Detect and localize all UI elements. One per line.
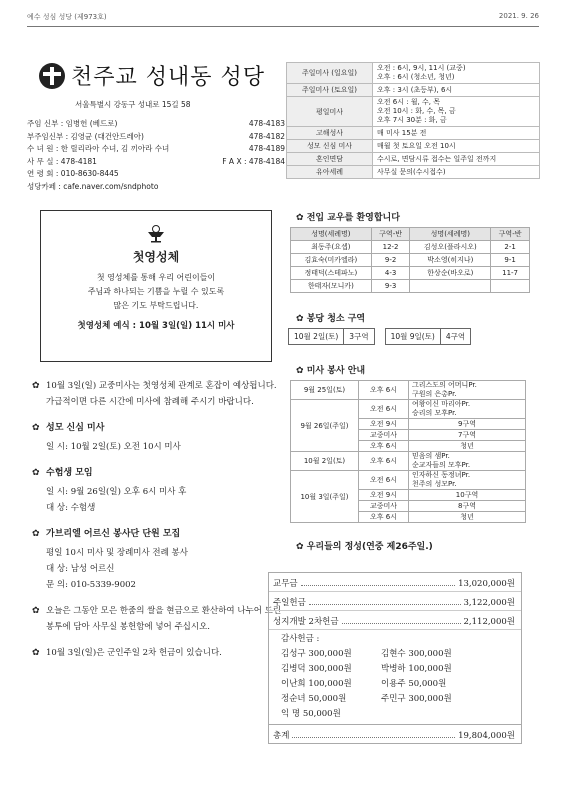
donation-row [281,662,515,677]
donations [269,630,521,724]
flower-bullet-icon: ✿ [32,381,40,391]
total-label: 총계 [273,731,290,741]
schedule-row [287,63,540,84]
service-date: 10월 3일(주일) [291,471,359,523]
flower-bullet-icon: ✿ [32,423,40,433]
total-amount: 19,804,000원 [458,731,515,741]
ledger-line [269,611,521,630]
table-header-row [291,228,530,241]
staff-name: 주임 신부 : 임병헌 (베드로) [27,119,118,128]
table-row [291,254,530,267]
service-time: 오전 9시 [359,419,409,430]
staff-name: 부주임신부 : 김영균 (대건안드레아) [27,131,144,141]
mass-schedule-table [286,62,540,179]
donation-row [281,677,515,692]
staff-row [27,131,285,144]
schedule-value: 사무실 문의(수시접수) [373,166,540,179]
service-assignee: 인자하신 동정녀Pr. 천주의 성모Pr. [409,471,526,490]
service-time: 오전 6시 [359,471,409,490]
ledger-amount: 2,112,000원 [463,617,515,627]
service-assignee: 8구역 [409,501,526,512]
ledger-label: 교무금 [273,579,298,589]
staff-row [27,181,285,194]
donor-entry: 주민구 300,000원 [381,694,452,704]
service-assignee: 9구역 [409,419,526,430]
staff-list [27,118,285,193]
flower-bullet-icon: ✿ [32,606,40,616]
service-date: 10월 2일(토) [291,452,359,471]
staff-row [27,118,285,131]
schedule-value: 매 미사 15분 전 [373,127,540,140]
ledger-total [269,724,521,743]
schedule-label: 주일미사 (토요일) [287,84,373,97]
table-cell: 9-2 [371,254,410,267]
notice-item: ✿ 10월 3일(일)은 군인주일 2차 헌금이 있습니다. [46,645,286,661]
donor-entry: 이난희 100,000원 [281,679,352,689]
notices-column [32,378,286,671]
section-title: ✿ 봉당 청소 구역 [296,314,366,324]
table-cell [410,280,491,293]
table-cell: 한상순(바오로) [410,267,491,280]
donor-entry: 김현수 300,000원 [381,649,452,659]
donor-entry: 이용주 50,000원 [381,679,447,689]
staff-name: 사 무 실 : 478-4181 [27,156,97,166]
service-time: 오후 6시 [359,452,409,471]
service-time: 교중미사 [359,430,409,441]
notice-detail: 일 시: 9월 26일(일) 오후 6시 미사 후 [46,487,187,497]
table-cell: 11-7 [491,267,530,280]
box-line: 많은 기도 부탁드립니다. [113,301,199,310]
schedule-row [287,140,540,153]
donor-entry: 박병하 100,000원 [381,664,452,674]
staff-phone: 478-4182 [248,131,285,141]
notice-detail: 문 의: 010-5339-9002 [46,580,136,590]
table-cell [491,280,530,293]
schedule-value: 오후 : 3시 (초등부), 6시 [373,84,540,97]
table-cell: 최동주(요셉) [291,241,372,254]
section-title: ✿ 미사 봉사 안내 [296,366,366,376]
schedule-row [287,153,540,166]
ledger-line [269,573,521,592]
right-column [286,210,540,556]
mass-service-table [290,380,526,523]
service-row [291,452,526,471]
zone-cell: 10월 9일(토) [385,329,440,345]
staff-name: 연 령 회 : 010-8630-8445 [27,169,119,178]
service-assignee: 여왕이신 마리아Pr. 승리의 모후Pr. [409,400,526,419]
schedule-value: 오전 6시 : 월, 수, 목 오전 10시 : 화, 수, 목, 금 오후 7시 30분 : 화, 금 [373,97,540,127]
schedule-label: 고해성사 [287,127,373,140]
flower-bullet-icon: ✿ [296,542,307,552]
table-row [291,280,530,293]
donation-row [281,692,515,707]
donor-entry: 김성구 300,000원 [281,649,352,659]
service-date: 9월 25일(토) [291,381,359,400]
donor-entry: 김병덕 300,000원 [281,664,352,674]
section-title: ✿ 가브리엘 어르신 봉사단 단원 모집 [32,529,181,539]
table-cell: 12-2 [371,241,410,254]
section-title: ✿ 우리들의 정성(연중 제26주일.) [296,542,433,552]
first-communion-box [40,210,272,362]
notice-detail: 평일 10시 미사 및 장례미사 전례 봉사 [46,548,188,558]
table-cell: 김성오(플라시오) [410,241,491,254]
notice-item: ✿ 오늘은 그동안 모은 한줌의 쌀을 현금으로 환산하여 나누어 드린 봉투에 담아 사무실 봉헌함에 넣어 주십시오. [46,603,286,635]
table-cell: 2-1 [491,241,530,254]
parish-address: 서울특별시 강동구 성내로 15길 58 [75,100,191,109]
donation-row [281,647,515,662]
column-header: 성명(세례명) [410,228,491,241]
ledger-line [269,592,521,611]
zone-cell: 3구역 [344,329,374,345]
service-time: 오전 9시 [359,490,409,501]
service-time: 오후 6시 [359,441,409,452]
table-cell: 9-1 [491,254,530,267]
flower-bullet-icon: ✿ [32,468,40,478]
notice-item: ✿ 10월 3일(일) 교중미사는 첫영성체 관계로 혼잡이 예상됩니다. 가급적이면 다른 시간에 미사에 참례해 주시기 바랍니다. [46,378,286,410]
service-assignee: 청년 [409,512,526,523]
schedule-label: 주일미사 (일요일) [287,63,373,84]
flower-bullet-icon: ✿ [296,213,307,223]
section-title: ✿ 성모 신심 미사 [32,423,105,433]
donation-row [281,707,515,722]
box-title: 첫영성체 [132,250,180,264]
service-time: 오전 6시 [359,400,409,419]
section-title: ✿ 수험생 모임 [32,468,93,478]
staff-phone: 478-4189 [248,144,285,153]
ledger-label: 성지개발 2차헌금 [273,617,339,627]
service-time: 오후 6시 [359,381,409,400]
staff-row [27,156,285,169]
section-title: ✿ 전입 교우를 환영합니다 [296,213,400,223]
column-header: 성명(세례명) [291,228,372,241]
cross-logo-icon [39,63,65,89]
page-header [27,12,539,22]
column-header: 구역-반 [371,228,410,241]
donations-label: 감사헌금 : [281,634,320,644]
box-line: 주님과 하나되는 기쁨을 누릴 수 있도록 [87,287,225,296]
service-assignee: 그리스도의 어머니Pr. 구원의 은총Pr. [409,381,526,400]
table-cell: 정태덕(스테파노) [291,267,372,280]
offering-ledger [268,572,522,744]
service-row [291,400,526,419]
schedule-label: 유아세례 [287,166,373,179]
flower-bullet-icon: ✿ [32,529,40,539]
service-time: 교중미사 [359,501,409,512]
table-row [291,267,530,280]
parish-title: 천주교 성내동 성당 [71,65,266,90]
dot-leader [342,615,461,624]
schedule-label: 평일미사 [287,97,373,127]
donor-entry: 정순녀 50,000원 [281,694,347,704]
flower-bullet-icon: ✿ [296,366,307,376]
zone-cell: 10월 2일(토) [289,329,344,345]
staff-row [27,168,285,181]
dot-leader [301,577,455,586]
schedule-value: 매월 첫 토요일 오전 10시 [373,140,540,153]
notice-detail: 일 시: 10월 2일(토) 오전 10시 미사 [46,442,181,452]
bulletin-date: 2021. 9. 26 [498,12,539,20]
chalice-icon [145,225,167,243]
flower-bullet-icon: ✿ [32,648,40,658]
schedule-row [287,97,540,127]
ledger-amount: 3,122,000원 [463,598,515,608]
staff-row [27,143,285,156]
column-header: 구역-반 [491,228,530,241]
schedule-label: 성모 신심 미사 [287,140,373,153]
rite-time: 첫영성체 예식 : 10월 3일(일) 11시 미사 [77,321,235,331]
ledger-label: 주일헌금 [273,598,306,608]
service-assignee: 청년 [409,441,526,452]
header-divider [27,26,539,27]
schedule-row [287,127,540,140]
schedule-row [287,166,540,179]
notice-detail: 대 상: 남성 어르신 [46,564,115,574]
ledger-amount: 13,020,000원 [458,579,515,589]
notice-detail: 대 상: 수험생 [46,503,96,513]
newcomers-table [290,227,530,293]
service-row [291,471,526,490]
donor-entry: 익 명 50,000원 [281,709,341,719]
table-cell: 박소영(히지나) [410,254,491,267]
staff-phone: 478-4183 [248,119,285,128]
staff-name: 성당카페 : cafe.naver.com/sndphoto [27,181,159,191]
service-assignee: 믿음의 샘Pr. 순교자들의 모후Pr. [409,452,526,471]
table-cell: 김효숙(미카엘라) [291,254,372,267]
service-date: 9월 26일(주일) [291,400,359,452]
table-cell: 한태자(모니카) [291,280,372,293]
flower-bullet-icon: ✿ [296,314,307,324]
table-cell: 9-3 [371,280,410,293]
table-cell: 4-3 [371,267,410,280]
dot-leader [309,596,461,605]
service-assignee: 7구역 [409,430,526,441]
service-time: 오후 6시 [359,512,409,523]
service-assignee: 10구역 [409,490,526,501]
service-row [291,381,526,400]
schedule-value: 오전 : 6시, 9시, 11시 (교중) 오후 : 6시 (청소년, 청년) [373,63,540,84]
box-line: 첫 영성체를 통해 우리 어린이들이 [96,273,216,282]
schedule-value: 수시로, 면담시류 접수는 일주일 전까지 [373,153,540,166]
zone-cell: 4구역 [440,329,470,345]
schedule-row [287,84,540,97]
staff-phone: F A X : 478-4184 [222,156,285,166]
table-row [291,241,530,254]
bulletin-issue: 예수 성심 성당 (제973호) [27,13,107,21]
staff-name: 수 녀 원 : 한 릴리라아 수녀, 김 끼아라 수녀 [27,144,170,153]
dot-leader [292,729,455,738]
schedule-label: 혼인면담 [287,153,373,166]
parish-info [27,60,285,193]
cleaning-zone-table [288,328,471,345]
